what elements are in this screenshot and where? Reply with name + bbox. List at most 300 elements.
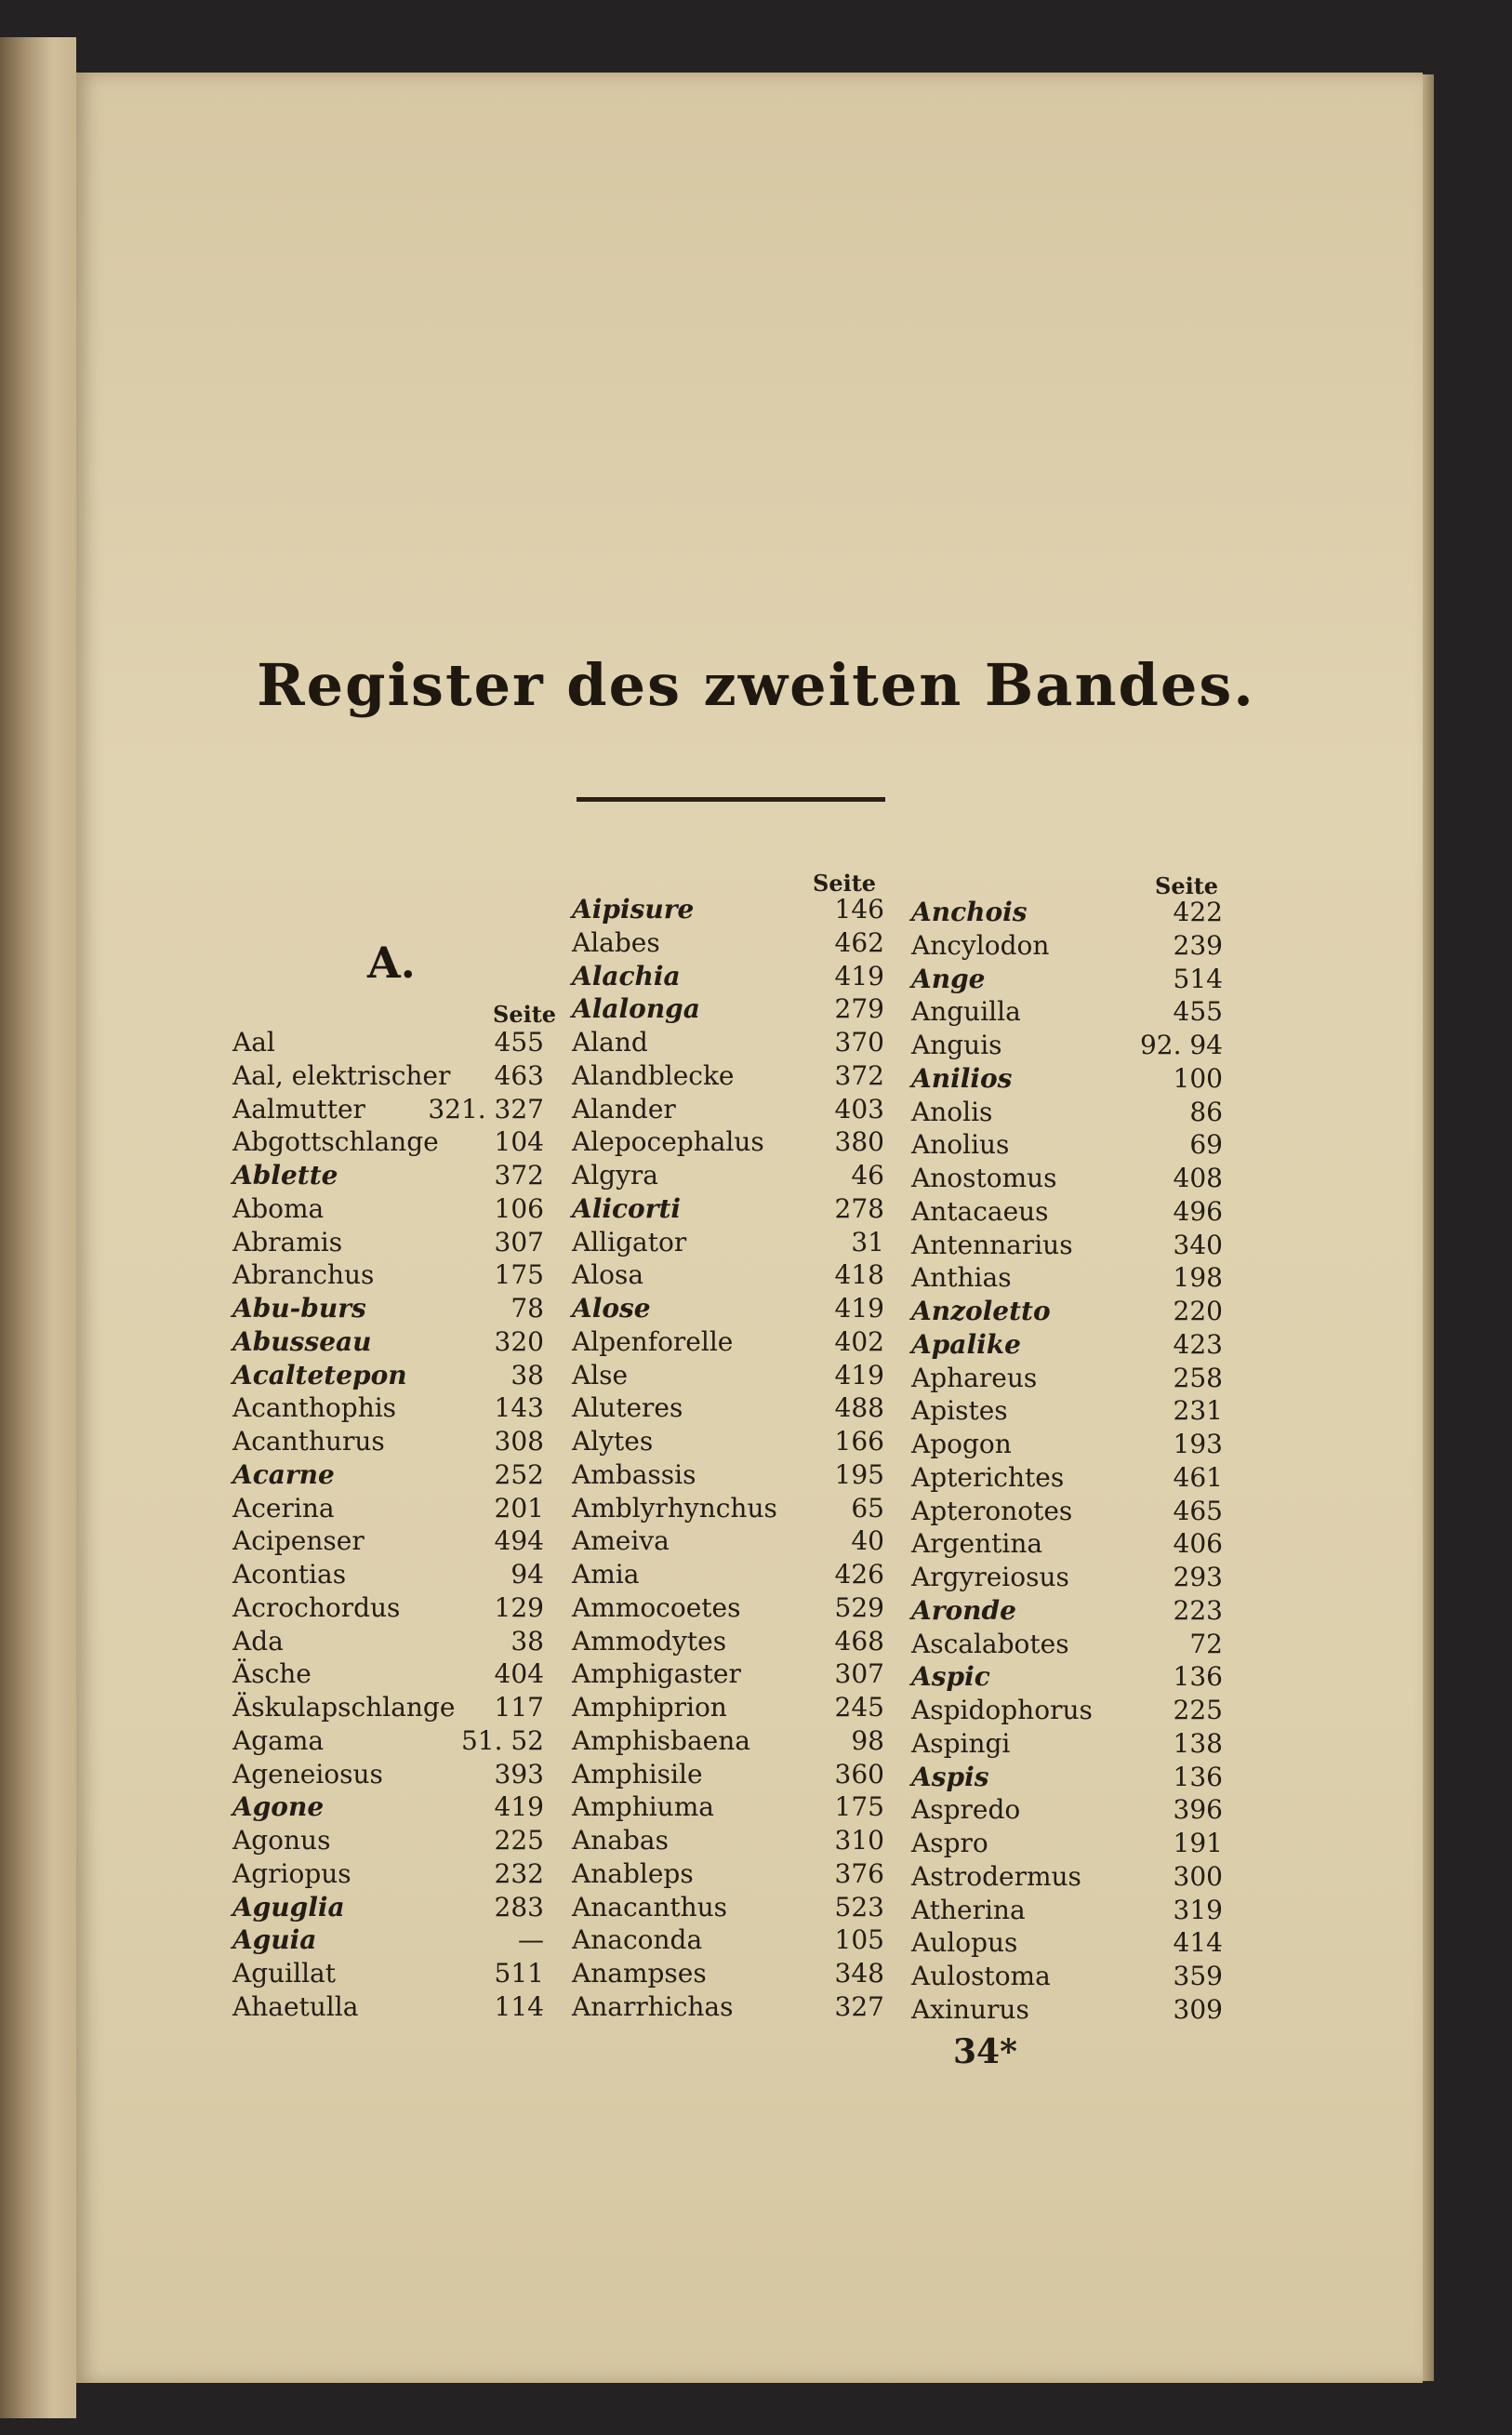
entry-page: 418 <box>834 1259 884 1291</box>
entry-page: 193 <box>1173 1429 1223 1459</box>
entry-page: 86 <box>1189 1096 1223 1127</box>
page-title: Register des zweiten Bandes. <box>257 651 1255 719</box>
index-entry <box>232 1159 544 1192</box>
entry-page: 232 <box>494 1857 544 1889</box>
index-entry <box>911 1660 1223 1694</box>
entry-page: 419 <box>494 1791 544 1823</box>
index-entry <box>572 1957 884 1990</box>
entry-term: Alose <box>572 1293 651 1324</box>
entry-page: 468 <box>834 1625 884 1657</box>
entry-page: 78 <box>511 1293 544 1324</box>
index-entry <box>232 1359 544 1392</box>
entry-term: Aronde <box>911 1594 1016 1626</box>
entry-term: Ageneiosus <box>232 1758 383 1790</box>
entry-term: Ahaetulla <box>232 1990 359 2022</box>
entry-page: 40 <box>851 1525 884 1557</box>
index-entry <box>232 1923 544 1957</box>
entry-term: Aboma <box>232 1192 325 1224</box>
entry-page: 461 <box>1173 1461 1223 1493</box>
index-entry <box>232 1458 544 1492</box>
entry-page: 104 <box>494 1126 544 1158</box>
entry-page: 105 <box>834 1924 884 1956</box>
index-entry <box>911 1694 1223 1727</box>
entry-term: Abramis <box>232 1226 343 1257</box>
index-entry <box>911 1128 1223 1162</box>
entry-term: Aluteres <box>572 1392 683 1424</box>
index-entry <box>572 1093 884 1126</box>
entry-page: 223 <box>1173 1594 1223 1626</box>
entry-term: Aspidophorus <box>911 1695 1093 1725</box>
index-entry <box>232 1325 544 1359</box>
index-entry <box>911 1993 1223 2027</box>
entry-term: Amblyrhynchus <box>572 1492 777 1524</box>
index-entry <box>572 1492 884 1525</box>
entry-term: Apterichtes <box>911 1461 1065 1493</box>
index-entry <box>572 1923 884 1957</box>
entry-page: 414 <box>1173 1927 1223 1959</box>
entry-page: 92. 94 <box>1139 1030 1223 1060</box>
entry-page: 143 <box>494 1392 544 1424</box>
entry-term: Atherina <box>911 1894 1026 1925</box>
index-entry <box>572 1657 884 1691</box>
entry-page: 98 <box>851 1724 884 1756</box>
entry-page: 175 <box>494 1259 544 1291</box>
index-entry <box>911 1628 1223 1661</box>
index-entry <box>911 1362 1223 1395</box>
entry-term: Algyra <box>572 1160 658 1191</box>
index-entry <box>232 1524 544 1558</box>
index-entry <box>232 1492 544 1525</box>
index-entry <box>232 1192 544 1226</box>
entry-page: 514 <box>1173 963 1223 994</box>
entry-page: 426 <box>834 1559 884 1590</box>
index-entry <box>232 1026 544 1059</box>
entry-page: 319 <box>1173 1894 1223 1925</box>
index-entry <box>232 1857 544 1891</box>
entry-term: Aal, elektrischer <box>232 1059 451 1091</box>
entry-term: Apalike <box>911 1328 1021 1360</box>
entry-page: 195 <box>834 1458 884 1490</box>
entry-page: 166 <box>834 1426 884 1457</box>
entry-term: Anilios <box>911 1062 1013 1094</box>
entry-page: 380 <box>834 1126 884 1158</box>
entry-term: Anostomus <box>911 1163 1057 1193</box>
entry-page: 138 <box>1173 1727 1223 1759</box>
index-entry <box>572 1125 884 1159</box>
entry-page: 65 <box>851 1492 884 1524</box>
entry-term: Amphigaster <box>572 1658 741 1690</box>
seite-header-col2: Seite <box>813 870 877 897</box>
index-entry <box>911 1461 1223 1495</box>
index-entry <box>232 1824 544 1857</box>
entry-page: 372 <box>834 1059 884 1091</box>
entry-page: 403 <box>834 1093 884 1124</box>
entry-term: Anarrhichas <box>572 1990 734 2022</box>
entry-page: 72 <box>1189 1628 1223 1659</box>
index-column-1 <box>232 1026 544 2024</box>
entry-page: 38 <box>511 1359 544 1390</box>
entry-page: 201 <box>494 1492 544 1524</box>
index-entry <box>232 1292 544 1325</box>
index-entry <box>572 1790 884 1824</box>
entry-term: Apogon <box>911 1429 1012 1459</box>
index-entry <box>572 960 884 993</box>
entry-page: 406 <box>1173 1528 1223 1560</box>
index-entry <box>572 1891 884 1924</box>
index-entry <box>572 1558 884 1591</box>
entry-page: 46 <box>851 1160 884 1191</box>
entry-page: 69 <box>1189 1129 1223 1161</box>
entry-term: Anabas <box>572 1825 669 1856</box>
entry-term: Anaconda <box>572 1924 703 1956</box>
entry-page: 225 <box>494 1825 544 1856</box>
entry-term: Aipisure <box>572 894 695 925</box>
index-entry <box>232 1691 544 1724</box>
entry-term: Acanthophis <box>232 1392 397 1424</box>
entry-term: Alalonga <box>572 993 700 1025</box>
index-entry <box>911 1328 1223 1362</box>
index-entry <box>232 1093 544 1126</box>
entry-term: Alpenforelle <box>572 1325 734 1357</box>
entry-term: Amia <box>572 1559 640 1590</box>
index-entry <box>911 963 1223 996</box>
index-entry <box>911 1029 1223 1062</box>
entry-page: 496 <box>1173 1195 1223 1227</box>
index-entry <box>572 1758 884 1791</box>
entry-page: 136 <box>1173 1761 1223 1792</box>
index-entry <box>911 1594 1223 1628</box>
entry-page: 463 <box>494 1059 544 1091</box>
title-rule <box>577 797 885 802</box>
index-entry <box>232 1957 544 1990</box>
entry-page: 372 <box>494 1160 544 1191</box>
entry-term: Äsche <box>232 1658 312 1690</box>
section-letter: A. <box>367 938 416 988</box>
entry-term: Aspro <box>911 1828 988 1858</box>
entry-page: 308 <box>494 1426 544 1457</box>
index-entry <box>911 1428 1223 1461</box>
entry-term: Anchois <box>911 897 1028 927</box>
entry-page: 198 <box>1173 1262 1223 1294</box>
index-entry <box>572 1292 884 1325</box>
entry-page: 340 <box>1173 1229 1223 1260</box>
entry-term: Acontias <box>232 1559 347 1590</box>
entry-term: Alosa <box>572 1259 644 1291</box>
entry-page: 511 <box>494 1958 544 1989</box>
index-entry <box>911 1894 1223 1927</box>
index-entry <box>911 929 1223 963</box>
entry-page: 114 <box>494 1990 544 2022</box>
index-entry <box>572 1325 884 1359</box>
entry-term: Alandblecke <box>572 1059 735 1091</box>
entry-term: Ancylodon <box>911 929 1050 961</box>
entry-term: Aspic <box>911 1661 990 1693</box>
entry-term: Anableps <box>572 1857 694 1889</box>
entry-term: Acipenser <box>232 1525 365 1557</box>
entry-term: Axinurus <box>911 1993 1029 2025</box>
entry-page: 488 <box>834 1392 884 1424</box>
entry-term: Ada <box>232 1625 284 1657</box>
entry-page: 359 <box>1173 1961 1223 1991</box>
entry-page: 419 <box>834 1359 884 1390</box>
index-entry <box>911 1195 1223 1229</box>
entry-term: Abusseau <box>232 1325 372 1357</box>
index-entry <box>232 1258 544 1292</box>
entry-page: 231 <box>1173 1395 1223 1427</box>
index-entry <box>911 1096 1223 1129</box>
entry-term: Apteronotes <box>911 1495 1073 1526</box>
entry-term: Alepocephalus <box>572 1126 764 1158</box>
entry-term: Aguillat <box>232 1958 336 1989</box>
entry-term: Agone <box>232 1791 325 1823</box>
index-entry <box>572 1724 884 1758</box>
entry-term: Aspingi <box>911 1727 1011 1759</box>
entry-page: 422 <box>1173 897 1223 927</box>
index-entry <box>232 1425 544 1458</box>
entry-page: 136 <box>1173 1661 1223 1693</box>
book-spine <box>0 37 76 2418</box>
index-entry <box>911 1495 1223 1528</box>
index-entry <box>232 1226 544 1259</box>
entry-page: 376 <box>834 1857 884 1889</box>
entry-page: 129 <box>494 1591 544 1623</box>
entry-term: Anguilla <box>911 996 1021 1028</box>
entry-page: 465 <box>1173 1495 1223 1526</box>
index-entry <box>572 893 884 926</box>
index-entry <box>232 1391 544 1425</box>
index-entry <box>572 1159 884 1192</box>
entry-page: 529 <box>834 1591 884 1623</box>
index-entry <box>911 1761 1223 1794</box>
index-entry <box>232 1591 544 1625</box>
entry-term: Aphareus <box>911 1362 1038 1393</box>
index-entry <box>911 1793 1223 1827</box>
entry-page: 252 <box>494 1458 544 1490</box>
entry-page: 106 <box>494 1192 544 1224</box>
index-entry <box>232 1990 544 2024</box>
entry-term: Acarne <box>232 1458 335 1490</box>
entry-term: Äskulapschlange <box>232 1692 456 1723</box>
entry-term: Agama <box>232 1724 325 1756</box>
entry-term: Amphisile <box>572 1758 703 1790</box>
entry-term: Argyreiosus <box>911 1562 1069 1592</box>
index-entry <box>232 1657 544 1691</box>
index-entry <box>911 1261 1223 1295</box>
entry-term: Ammodytes <box>572 1625 727 1657</box>
entry-page: 300 <box>1173 1860 1223 1892</box>
entry-page: 419 <box>834 960 884 991</box>
entry-term: Alabes <box>572 926 660 958</box>
entry-page: 455 <box>1173 996 1223 1028</box>
entry-page: 100 <box>1173 1062 1223 1094</box>
entry-page: 94 <box>511 1559 544 1590</box>
entry-page: 310 <box>834 1825 884 1856</box>
entry-term: Alachia <box>572 960 681 991</box>
entry-term: Ameiva <box>572 1525 670 1557</box>
index-entry <box>572 992 884 1026</box>
entry-page: 404 <box>494 1658 544 1690</box>
entry-term: Aal <box>232 1027 275 1058</box>
entry-page: 245 <box>834 1692 884 1723</box>
entry-page: 307 <box>834 1658 884 1690</box>
index-entry <box>572 926 884 960</box>
entry-page: 225 <box>1173 1695 1223 1725</box>
entry-page: 402 <box>834 1325 884 1357</box>
entry-term: Anzoletto <box>911 1296 1051 1326</box>
entry-term: Ablette <box>232 1160 338 1191</box>
entry-term: Amphiprion <box>572 1692 727 1723</box>
index-entry <box>911 995 1223 1029</box>
entry-page: 31 <box>851 1226 884 1257</box>
index-entry <box>572 1857 884 1891</box>
entry-term: Acanthurus <box>232 1426 385 1457</box>
index-entry <box>572 1458 884 1492</box>
entry-page: 523 <box>834 1891 884 1923</box>
entry-term: Alytes <box>572 1426 654 1457</box>
entry-page: 146 <box>834 894 884 925</box>
index-entry <box>572 1192 884 1226</box>
index-entry <box>572 1524 884 1558</box>
index-entry <box>572 1625 884 1658</box>
entry-term: Ammocoetes <box>572 1591 741 1623</box>
index-entry <box>572 1026 884 1059</box>
index-entry <box>572 1391 884 1425</box>
entry-term: Abgottschlange <box>232 1126 439 1158</box>
entry-page: 117 <box>494 1692 544 1723</box>
entry-term: Acrochordus <box>232 1591 401 1623</box>
entry-term: Ange <box>911 963 986 994</box>
entry-term: Acaltetepon <box>232 1359 407 1390</box>
entry-page: 462 <box>834 926 884 958</box>
index-column-2 <box>572 893 884 2024</box>
entry-page: 191 <box>1173 1828 1223 1858</box>
entry-page: 327 <box>834 1990 884 2022</box>
entry-page: 348 <box>834 1958 884 1989</box>
index-entry <box>572 1059 884 1093</box>
entry-page: 175 <box>834 1791 884 1823</box>
index-entry <box>911 1295 1223 1328</box>
entry-page: 258 <box>1173 1362 1223 1393</box>
index-entry <box>572 1591 884 1625</box>
entry-page: 396 <box>1173 1794 1223 1826</box>
index-entry <box>911 1162 1223 1195</box>
entry-page: 321. 327 <box>428 1093 544 1124</box>
entry-term: Anolius <box>911 1129 1010 1161</box>
entry-page: 307 <box>494 1226 544 1257</box>
index-entry <box>911 1527 1223 1561</box>
entry-page: 423 <box>1173 1328 1223 1360</box>
entry-page: 239 <box>1173 929 1223 961</box>
index-entry <box>572 1691 884 1724</box>
index-entry <box>232 1558 544 1591</box>
entry-page: 494 <box>494 1525 544 1557</box>
entry-term: Apistes <box>911 1395 1008 1427</box>
entry-term: Anampses <box>572 1958 707 1989</box>
seite-header-col1: Seite <box>493 1001 557 1028</box>
index-entry <box>232 1125 544 1159</box>
entry-term: Alligator <box>572 1226 687 1257</box>
index-entry <box>911 1561 1223 1594</box>
entry-term: Abu-burs <box>232 1293 366 1324</box>
entry-page: 455 <box>494 1027 544 1058</box>
index-entry <box>911 1394 1223 1428</box>
entry-term: Aalmutter <box>232 1093 365 1124</box>
index-column-3 <box>911 896 1223 2027</box>
entry-term: Argentina <box>911 1528 1043 1560</box>
entry-page: 283 <box>494 1891 544 1923</box>
index-entry <box>572 1258 884 1292</box>
entry-term: Anthias <box>911 1262 1012 1294</box>
entry-page: 370 <box>834 1027 884 1058</box>
entry-page: 38 <box>511 1625 544 1657</box>
index-entry <box>232 1758 544 1791</box>
entry-term: Anolis <box>911 1096 993 1127</box>
page-signature: 34* <box>953 2032 1017 2071</box>
entry-term: Abranchus <box>232 1259 375 1291</box>
entry-term: Amphisbaena <box>572 1724 750 1756</box>
entry-page: 408 <box>1173 1163 1223 1193</box>
index-entry <box>911 1062 1223 1096</box>
entry-term: Alse <box>572 1359 629 1390</box>
index-entry <box>911 1827 1223 1860</box>
entry-term: Acerina <box>232 1492 335 1524</box>
index-entry <box>232 1724 544 1758</box>
entry-term: Aguia <box>232 1924 317 1956</box>
index-entry <box>232 1059 544 1093</box>
entry-term: Aulostoma <box>911 1961 1051 1991</box>
entry-term: Agriopus <box>232 1857 351 1889</box>
index-entry <box>911 1926 1223 1960</box>
entry-page: 360 <box>834 1758 884 1790</box>
entry-page: 419 <box>834 1293 884 1324</box>
index-entry <box>572 1359 884 1392</box>
entry-page: 293 <box>1173 1562 1223 1592</box>
index-entry <box>232 1625 544 1658</box>
index-entry <box>572 1990 884 2024</box>
entry-page: — <box>518 1924 544 1956</box>
entry-term: Alander <box>572 1093 676 1124</box>
seite-header-col3: Seite <box>1155 872 1219 899</box>
entry-term: Anacanthus <box>572 1891 728 1923</box>
entry-term: Aspredo <box>911 1794 1021 1826</box>
index-entry <box>232 1891 544 1924</box>
entry-term: Aland <box>572 1027 648 1058</box>
entry-term: Aspis <box>911 1761 989 1792</box>
index-entry <box>572 1425 884 1458</box>
entry-page: 51. 52 <box>460 1724 544 1756</box>
index-entry <box>572 1226 884 1259</box>
index-entry <box>911 1860 1223 1894</box>
entry-term: Ambassis <box>572 1458 696 1490</box>
entry-page: 393 <box>494 1758 544 1790</box>
entry-term: Astrodermus <box>911 1860 1081 1892</box>
entry-page: 309 <box>1173 1993 1223 2025</box>
index-entry <box>572 1824 884 1857</box>
entry-term: Agonus <box>232 1825 331 1856</box>
page-edge <box>1423 74 1434 2381</box>
index-entry <box>911 1727 1223 1761</box>
entry-page: 278 <box>834 1192 884 1224</box>
entry-page: 320 <box>494 1325 544 1357</box>
entry-term: Aguglia <box>232 1891 345 1923</box>
index-entry <box>232 1790 544 1824</box>
entry-term: Alicorti <box>572 1192 682 1224</box>
entry-term: Amphiuma <box>572 1791 714 1823</box>
entry-term: Aulopus <box>911 1927 1018 1959</box>
entry-page: 279 <box>834 993 884 1025</box>
index-entry <box>911 1960 1223 1993</box>
entry-term: Anguis <box>911 1030 1002 1060</box>
